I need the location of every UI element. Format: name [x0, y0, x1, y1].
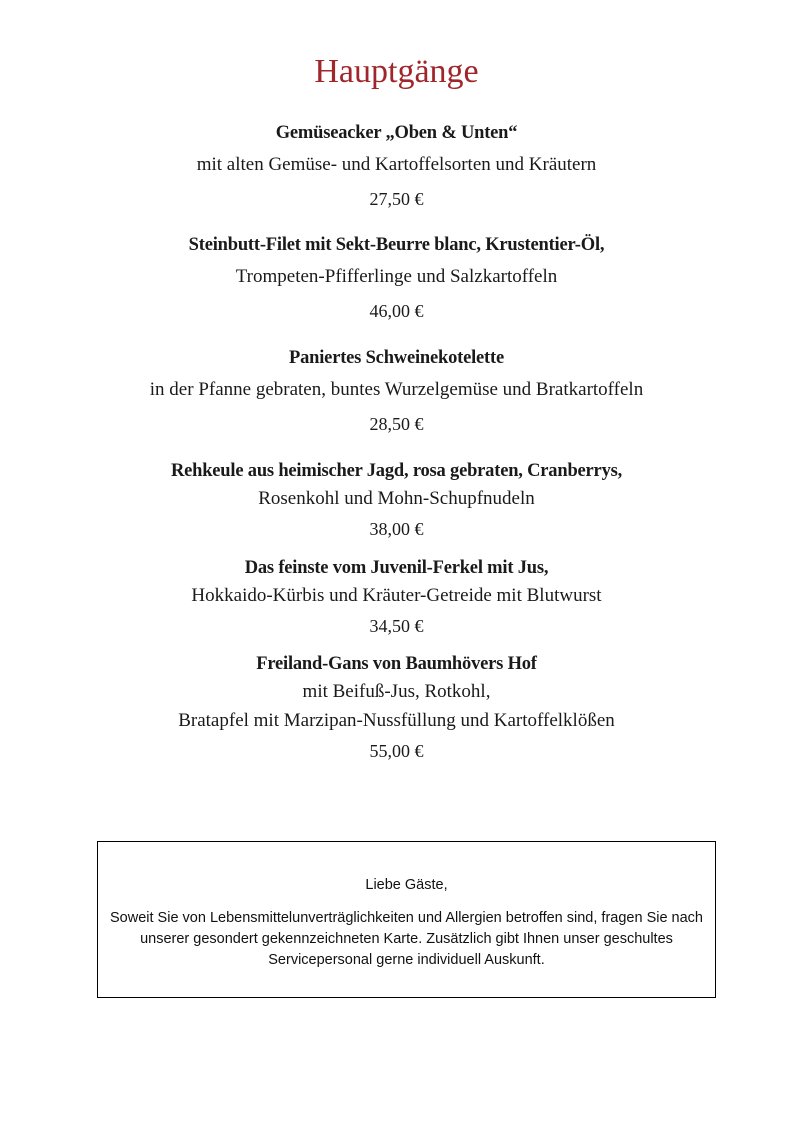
dish-name: Freiland-Gans von Baumhövers Hof: [256, 654, 537, 674]
dish-name: Gemüseacker „Oben & Unten“: [275, 123, 518, 143]
dish-description: Trompeten-Pfifferlinge und Salzkartoffeln: [235, 266, 558, 287]
notice-text: Soweit Sie von Lebensmittelunverträglichkeiten und Allergien betroffen sind, fragen Sie nach unserer gesondert gekennzeichneten Karte. Zusätzlich gibt Ihnen unser geschultes Servicepersonal gerne individuell Auskunft.: [110, 910, 703, 968]
menu-item: [0, 232, 793, 324]
dish-description: mit Beifuß-Jus, Rotkohl,: [302, 681, 491, 702]
menu-item: [0, 458, 793, 542]
menu-item: [0, 120, 793, 212]
dish-description: Bratapfel mit Marzipan-Nussfüllung und Kartoffelklößen: [178, 710, 615, 731]
dish-price: 38,00 €: [369, 519, 424, 539]
menu-item: [0, 345, 793, 437]
dish-name: Steinbutt-Filet mit Sekt-Beurre blanc, Krustentier-Öl,: [188, 235, 605, 255]
dish-name: Paniertes Schweinekotelette: [289, 348, 504, 368]
menu-item: [0, 555, 793, 639]
dish-price: 55,00 €: [369, 741, 424, 761]
dish-name: Rehkeule aus heimischer Jagd, rosa gebraten, Cranberrys,: [170, 461, 623, 481]
notice-greeting: Liebe Gäste,: [365, 877, 448, 893]
dish-price: 46,00 €: [369, 301, 424, 321]
dish-description: Rosenkohl und Mohn-Schupfnudeln: [258, 488, 535, 509]
dish-price: 27,50 €: [369, 189, 424, 209]
dish-price: 28,50 €: [369, 414, 424, 434]
dish-description: in der Pfanne gebraten, buntes Wurzelgemüse und Bratkartoffeln: [149, 379, 644, 400]
allergy-notice-box: [97, 841, 716, 998]
menu-item: [0, 651, 793, 764]
dish-name: Das feinste vom Juvenil-Ferkel mit Jus,: [244, 558, 549, 578]
dish-description: mit alten Gemüse- und Kartoffelsorten und Kräutern: [196, 154, 597, 175]
dish-price: 34,50 €: [369, 616, 424, 636]
page-title: Hauptgänge: [314, 53, 479, 90]
dish-description: Hokkaido-Kürbis und Kräuter-Getreide mit Blutwurst: [191, 585, 602, 606]
